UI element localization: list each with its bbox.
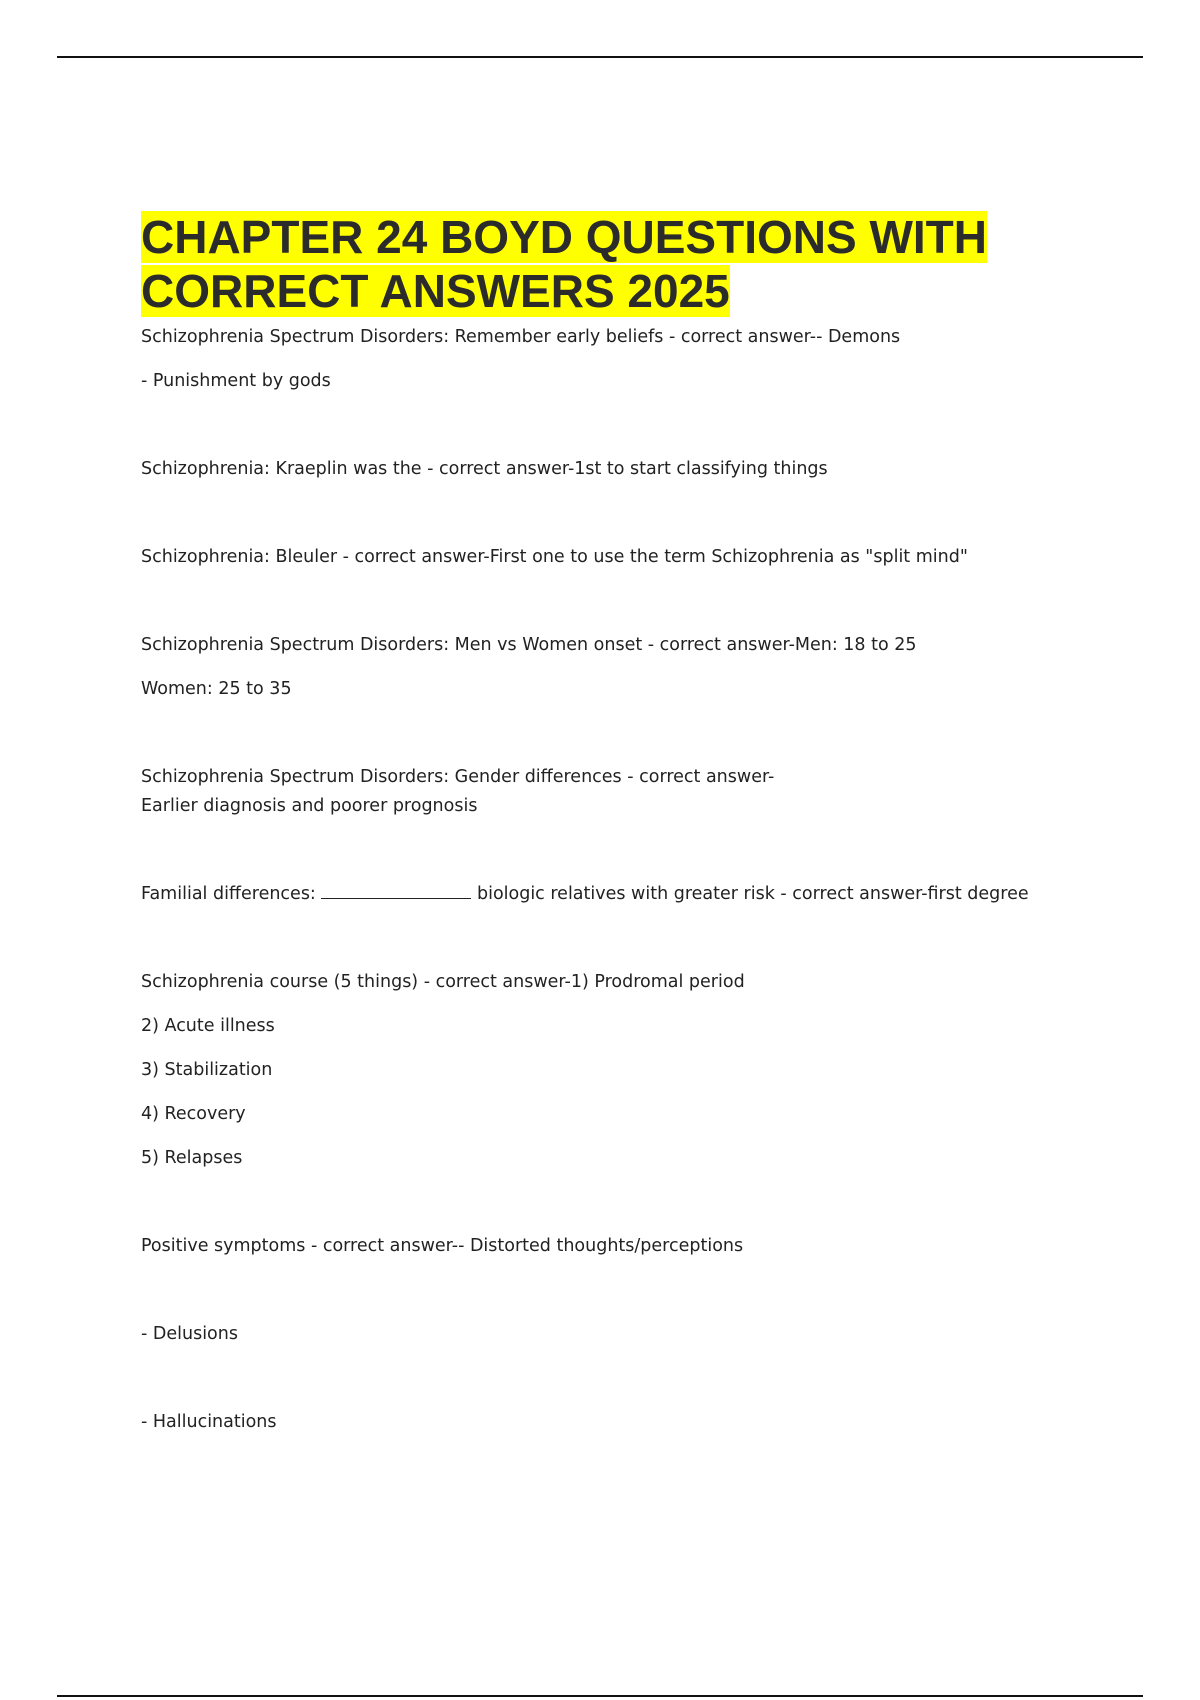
qa-line: - Delusions	[141, 1324, 238, 1344]
qa-line: Schizophrenia Spectrum Disorders: Remember early beliefs - correct answer-- Demons	[141, 327, 901, 347]
qa-line-prefix: Familial differences:	[141, 884, 322, 904]
bottom-rule	[57, 1695, 1143, 1697]
qa-line: Schizophrenia course (5 things) - correct answer-1) Prodromal period	[141, 972, 745, 992]
qa-line-suffix: biologic relatives with greater risk - correct answer-first degree	[471, 884, 1029, 904]
document-title	[141, 210, 1121, 318]
qa-line: Women: 25 to 35	[141, 679, 292, 699]
fill-blank	[321, 884, 471, 899]
qa-line: Earlier diagnosis and poorer prognosis	[141, 796, 478, 816]
qa-line: Schizophrenia: Bleuler - correct answer-First one to use the term Schizophrenia as "split mind"	[141, 547, 968, 567]
title-line-1: CHAPTER 24 BOYD QUESTIONS WITH	[141, 211, 987, 263]
qa-line: 4) Recovery	[141, 1104, 246, 1124]
qa-line: 5) Relapses	[141, 1148, 243, 1168]
top-rule	[57, 56, 1143, 58]
qa-line: 3) Stabilization	[141, 1060, 273, 1080]
qa-line: Schizophrenia Spectrum Disorders: Gender differences - correct answer-	[141, 767, 775, 787]
title-line-2: CORRECT ANSWERS 2025	[141, 265, 730, 317]
qa-line: - Hallucinations	[141, 1412, 277, 1432]
qa-line: Schizophrenia: Kraeplin was the - correct answer-1st to start classifying things	[141, 459, 828, 479]
qa-line: 2) Acute illness	[141, 1016, 275, 1036]
qa-line: - Punishment by gods	[141, 371, 331, 391]
qa-line-fill-blank	[141, 883, 1029, 905]
qa-line: Positive symptoms - correct answer-- Distorted thoughts/perceptions	[141, 1236, 744, 1256]
qa-line: Schizophrenia Spectrum Disorders: Men vs Women onset - correct answer-Men: 18 to 25	[141, 635, 917, 655]
